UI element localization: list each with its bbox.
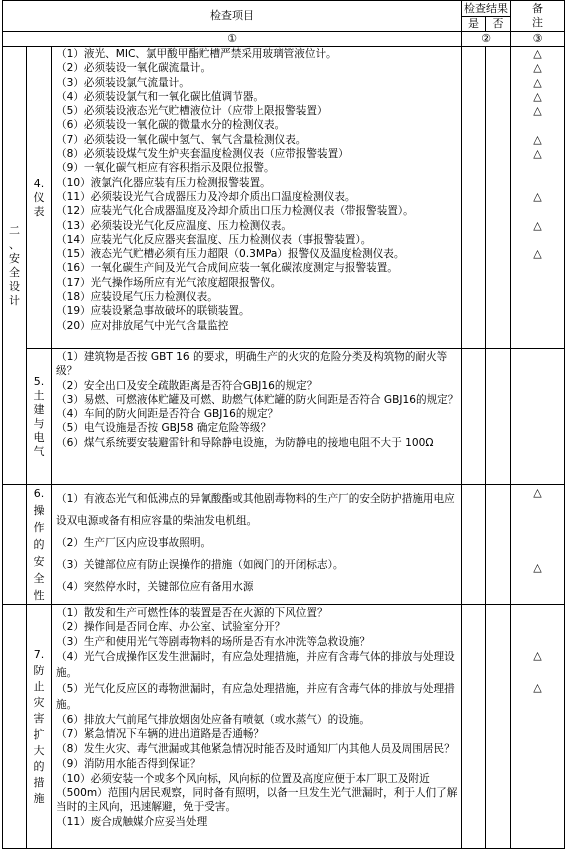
list-item: （4）车间的防火间距是否符合 GBJ16的规定？ bbox=[56, 408, 279, 421]
list-item: （3）生产和使用光气等剧毒物料的场所是否有水冲洗等急救设施？ bbox=[56, 635, 370, 648]
list-item: （5）必须装设液态光气贮槽液位计（应带上限报警装置） bbox=[56, 105, 328, 118]
list-item: （6）必须装设一氧化碳的微量水分的检测仪表。 bbox=[56, 119, 286, 132]
header-remark bbox=[511, 1, 565, 32]
list-item: （14）应装光气化反应器夹套温度、压力检测仪表（事报警装置）。 bbox=[56, 233, 372, 246]
section-operation-safety-label: 6.操作的安全性 bbox=[33, 487, 45, 602]
result-yes-cell bbox=[462, 605, 486, 849]
list-item: （11）废合成触媒介应妥当处理 bbox=[56, 815, 208, 828]
result-no-cell bbox=[486, 485, 511, 605]
list-item: （13）必须装设光气化反应温度、压力检测仪表。 bbox=[56, 219, 292, 232]
remark-mark bbox=[511, 276, 564, 290]
list-item: （2）生产厂区内应设事故照明。 bbox=[56, 537, 212, 549]
result-yes-cell bbox=[462, 349, 486, 485]
remark-mark bbox=[511, 319, 564, 333]
remark-cell bbox=[511, 349, 565, 485]
section-disaster-prevention-label: 7.防止灾害扩大的措施 bbox=[33, 647, 45, 805]
section-blank-cell bbox=[3, 605, 27, 849]
result-yes-cell bbox=[462, 485, 486, 605]
list-item: （8）发生火灾、毒气泄漏或其他紧急情况时能否及时通知厂内其他人员及周围居民？ bbox=[56, 743, 455, 756]
remark-mark: △ bbox=[533, 247, 542, 261]
section-operation-safety bbox=[27, 485, 52, 605]
remark-mark bbox=[511, 509, 564, 531]
remark-mark: △ bbox=[533, 47, 542, 60]
list-item: （11）必须装设光气合成器压力及冷却介质出口温度检测仪表。 bbox=[56, 190, 356, 203]
list-item: （3）易燃、可燃液体贮罐及可燃、助燃气体贮罐的防火间距是否符合 GBJ16的规定？ bbox=[56, 393, 459, 406]
list-item: （3）必须装设氯气流量计。 bbox=[56, 76, 190, 89]
remark-mark: △ bbox=[533, 189, 542, 203]
remark-mark bbox=[511, 304, 564, 318]
column-number-2: ② bbox=[462, 32, 511, 47]
list-item: （20）应对排放尾气中光气含量监控 bbox=[56, 319, 229, 332]
remark-mark bbox=[511, 204, 564, 218]
remark-mark: △ bbox=[533, 75, 542, 89]
remark-mark: △ bbox=[533, 649, 542, 662]
remark-mark: △ bbox=[533, 486, 542, 499]
list-item: （1）建筑物是否按 GBT 16 的要求，明确生产的火灾的危险分类及构筑物的耐火等级？ bbox=[56, 351, 448, 378]
header-result: 检查结果 bbox=[462, 1, 511, 17]
remark-mark: △ bbox=[533, 104, 542, 118]
remark-mark: △ bbox=[533, 89, 542, 103]
result-no-cell bbox=[486, 349, 511, 485]
remark-marks bbox=[511, 605, 565, 849]
header-no: 否 bbox=[486, 17, 511, 32]
list-item: （6）排放大气前尾气排放烟囱处应备有喷氨（或水蒸气）的设施。 bbox=[56, 713, 370, 726]
list-item: （3）关键部位应有防止误操作的措施（如阀门的开闭标志）。 bbox=[56, 559, 344, 571]
section-instruments bbox=[27, 47, 52, 349]
header-yes: 是 bbox=[462, 17, 486, 32]
section-safety-design bbox=[3, 47, 27, 485]
list-item: （2）安全出口及安全疏散距离是否符合GBJ16的规定？ bbox=[56, 379, 318, 392]
remark-marks bbox=[511, 47, 565, 349]
remark-mark bbox=[511, 118, 564, 132]
result-yes-cell bbox=[462, 47, 486, 349]
remark-mark bbox=[511, 531, 564, 553]
result-no-cell bbox=[486, 605, 511, 849]
section-blank-cell bbox=[3, 485, 27, 605]
remark-marks bbox=[511, 485, 565, 605]
civil-electrical-items bbox=[52, 349, 462, 485]
remark-mark: △ bbox=[533, 147, 542, 161]
section-instruments-label: 4.仪表 bbox=[33, 176, 45, 218]
list-item: （5）电气设施是否按 GBJ58 确定危险等级？ bbox=[56, 422, 272, 435]
list-item: （18）应装设尾气压力检测仪表。 bbox=[56, 291, 218, 304]
list-item: （5）光气化反应区的毒物泄漏时，有应急处理措施，并应有含毒气体的排放与处理措施。 bbox=[56, 682, 455, 711]
operation-safety-items bbox=[52, 485, 462, 605]
list-item: （2）必须装设一氧化碳流量计。 bbox=[56, 62, 212, 75]
list-item: （7）紧急情况下车辆的进出道路是否通畅？ bbox=[56, 728, 265, 741]
list-item: （16）一氧化碳生产间及光气合成间应装一氧化碳浓度测定与报警装置。 bbox=[56, 262, 398, 275]
list-item: （1）液光、MIC、氯甲酸甲酯贮槽严禁采用玻璃管液位计。 bbox=[56, 48, 337, 60]
remark-mark bbox=[511, 161, 564, 175]
list-item: （9）消防用水能否得到保证？ bbox=[56, 758, 201, 771]
list-item: （7）必须装设一氧化碳中氢气、氧气含量检测仪表。 bbox=[56, 133, 307, 146]
column-number-1: ① bbox=[3, 32, 462, 47]
list-item: （12）应装光气化合成器温度及冷却介质出口压力检测仪表（带报警装置）。 bbox=[56, 205, 414, 218]
remark-mark: △ bbox=[533, 61, 542, 75]
disaster-prevention-items bbox=[52, 605, 462, 849]
list-item: （6）煤气系统要安装避雷针和导除静电设施，为防静电的接地电阻不大于 100Ω bbox=[56, 436, 434, 449]
list-item: （4）必须装设氯气和一氧化碳比值调节器。 bbox=[56, 90, 265, 103]
inspection-table bbox=[2, 0, 565, 849]
list-item: （4）光气合成操作区发生泄漏时，有应急处理措施，并应有含毒气体的排放与处理设施。 bbox=[56, 650, 455, 679]
remark-mark: △ bbox=[533, 132, 542, 146]
result-no-cell bbox=[486, 47, 511, 349]
list-item: （10）必须安装一个或多个风向标，风向标的位置及高度应便于本厂职工及附近（500m）范围内居民观察，同时备有照明，以备一旦发生光气泄漏时，利于人们了解当时的主风向，迅速解避，免于受害。 bbox=[56, 772, 458, 814]
list-item: （19）应装设紧急事故破坏的联锁装置。 bbox=[56, 305, 250, 318]
list-item: （8）必须装设煤气发生炉夹套温度检测仪表（应带报警装置） bbox=[56, 148, 349, 161]
remark-mark: △ bbox=[533, 218, 542, 232]
remark-mark bbox=[511, 176, 564, 190]
instrument-items bbox=[52, 47, 462, 349]
section-safety-design-label: 二、安全设计 bbox=[9, 223, 20, 307]
section-civil-electrical-label: 5.土建与电气 bbox=[33, 374, 45, 458]
remark-mark bbox=[511, 261, 564, 275]
remark-mark bbox=[511, 290, 564, 304]
list-item: （15）液态光气贮槽必须有压力超限（0.3MPa）报警仪及温度检测仪表。 bbox=[56, 248, 405, 261]
list-item: （1）散发和生产可燃性体的装置是否在火源的下风位置？ bbox=[56, 607, 328, 619]
remark-mark: △ bbox=[533, 561, 542, 574]
list-item: （17）光气操作场所应有光气浓度超限报警仪。 bbox=[56, 276, 282, 289]
remark-mark bbox=[511, 233, 564, 247]
list-item: （2）操作间是否同仓库、办公室、试验室分开？ bbox=[56, 621, 286, 634]
header-item: 检查项目 bbox=[3, 1, 462, 32]
list-item: （1）有液态光气和低沸点的异氰酸酯或其他剧毒物料的生产厂的安全防护措施用电应设双电源或备有相应容量的柴油发电机组。 bbox=[56, 493, 455, 527]
list-item: （10）液氯汽化器应装有压力检测报警装置。 bbox=[56, 176, 271, 189]
header-remark-text: 备注 bbox=[532, 2, 543, 29]
section-disaster-prevention bbox=[27, 605, 52, 849]
list-item: （9）一氧化碳气柜应有容积指示及限位报警。 bbox=[56, 162, 275, 175]
section-civil-electrical bbox=[27, 349, 52, 485]
remark-mark: △ bbox=[533, 681, 542, 694]
list-item: （4）突然停水时，关键部位应有备用水源 bbox=[56, 581, 254, 593]
column-number-3: ③ bbox=[511, 32, 565, 47]
